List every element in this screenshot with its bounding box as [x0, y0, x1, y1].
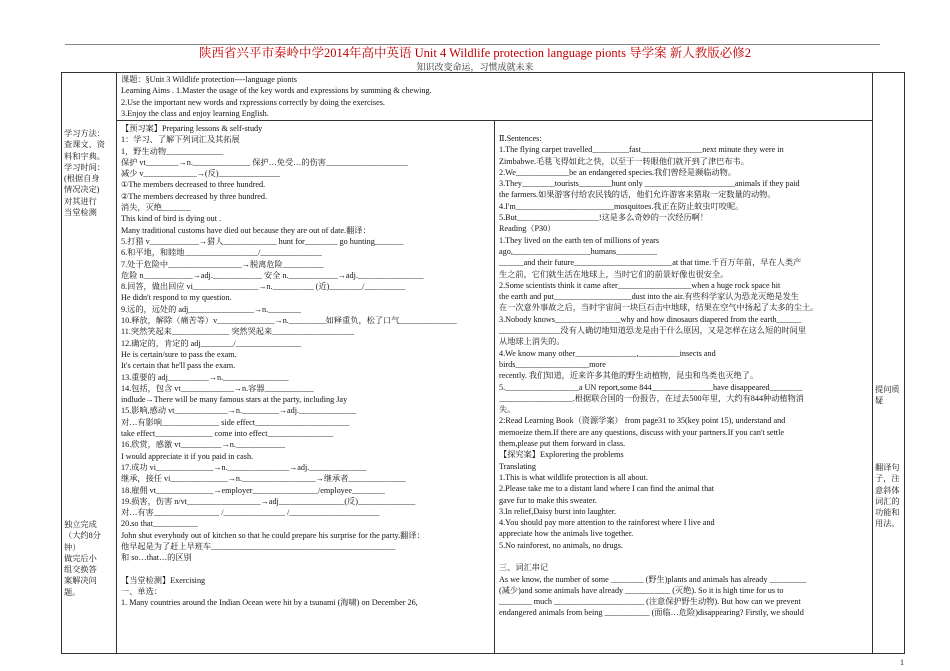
note-line: 对其进行 [64, 196, 97, 206]
text-line: Translating [499, 461, 536, 471]
text-line: 2.Please take me to a distant land where I can find the animal that [499, 484, 715, 494]
text-line: 15.影响,感动 vt_____________→n._________→adj.______________ [121, 406, 357, 416]
question-note: 提问质疑 [875, 385, 900, 406]
text-line: 【当堂检测】Exercising [121, 575, 206, 585]
text-line: 从地球上消失的。 [499, 337, 565, 347]
text-line: 2:Read Learning Book（资源学案） from page31 to 35(key point 15), understand and [499, 416, 786, 426]
text-line: ①The members decreased to three hundred. [121, 180, 266, 190]
text-line: 一、单选： [121, 587, 162, 597]
center-divider [494, 120, 495, 654]
text-line: gave fur to make this sweater. [499, 495, 597, 505]
page-title: 陕西省兴平市秦岭中学2014年高中英语 Unit 4 Wildlife protection language pionts 导学案 新人教版必修2 [198, 46, 751, 60]
text-line: appreciate how the animals live together. [499, 529, 634, 539]
text-line: He didn't respond to my question. [121, 293, 232, 303]
note-line: 查课文、资 [64, 140, 105, 150]
text-line: 1.They lived on the earth ten of millions of years [499, 235, 660, 245]
text-line: 14.包括，包含 vt_____________→n.容器____________ [121, 383, 314, 393]
text-line: the earth and put___________________dust into the air.有些科学家认为恐龙灭绝是发生 [499, 292, 799, 302]
text-line: 20.so that___________ [121, 519, 198, 529]
text-line: 3.They________tourists________hunt only ______________________animals if they paid [499, 179, 800, 189]
text-line: 2.We_____________be an endangered species.我们曾经是濒临动物。 [499, 167, 736, 177]
text-line: As we know, the number of some ________ (野生)plants and animals has already _________ [499, 574, 807, 584]
text-line: 12.确定的，肯定的 adj________/________________ [121, 338, 302, 348]
text-line: memoeize them.If there are any questions, discuss with your partners.If you can't settle [499, 427, 784, 437]
text-line: John shut everybody out of kitchen so that he could prepare his surprise for the party.翻译： [121, 530, 425, 540]
text-line: birds__________________more [499, 359, 606, 369]
text-line: 1.This is what wildlife protection is all about. [499, 472, 648, 482]
text-line: 对…有影响______________ side effect_______________________ [121, 417, 350, 427]
independent-work-notes [64, 519, 114, 598]
note-line: 情况决定) [64, 185, 100, 195]
text-line: It's certain that he'll pass the exam. [121, 361, 236, 371]
text-line: 【预习案】Preparing lessons & self-study [121, 124, 263, 133]
text-line: _______________没有人确切地知道恐龙是由于什么原因，又是怎样在这么短的时间里 [499, 326, 807, 336]
text-line: 继承，接任 vi______________→n.__________________→继承者______________ [121, 474, 406, 484]
text-line: indlude→There will be many famous stars at the party, including Jay [121, 395, 348, 405]
text-line: 减少 v_____________→(反)_______________ [121, 169, 280, 179]
text-line: He is certain/sure to pass the exam. [121, 349, 237, 359]
text-line: 他早起是为了赶上早班车_____________________________________________ [121, 541, 396, 551]
topic-line: 3.Enjoy the class and enjoy learning English. [121, 108, 269, 118]
text-line: Zimbabwe.毛毯飞得如此之快，以至于一转眼他们就开到了津巴布韦。 [499, 156, 749, 166]
text-line: 5.__________________a UN report,some 844_______________have disappeared________ [499, 382, 803, 392]
text-line: 【探究案】Explorering the problems [499, 450, 624, 460]
note-line: 料和字典。 [64, 151, 105, 161]
text-line: 13.重要的 adj__________→n.________________ [121, 372, 289, 382]
text-line: 1.The flying carpet travelled_________fast_______________next minute they were in [499, 145, 784, 155]
text-line: 5.But____________________!这是多么奇妙的一次经历啊！ [499, 213, 709, 223]
text-line: 三、词汇串记 [499, 563, 549, 573]
text-line: 3.Nobody knows________________why and how dinosaurs diapered from the earth______ [499, 314, 802, 324]
text-line: 3.In relief,Daisy burst into laughter. [499, 506, 617, 516]
text-line: __________________.根据联合国的一份报告，在过去500年里，大约有844种动植物消 [499, 393, 804, 403]
text-line: 危险 n____________→adj.____________ 安全 n.____________→adj.________________ [121, 270, 424, 280]
page-number: 1 [900, 658, 904, 667]
text-line: take effect______________ come into effect________________ [121, 429, 334, 439]
text-line: 11.突然笑起来______________ 突然哭起来____________________ [121, 327, 355, 337]
note-line: 题。 [64, 587, 81, 597]
text-line: 4.You should pay more attention to the rainforest where I live and [499, 518, 715, 528]
text-line: 17.成功 vi______________→n._______________→adj.______________ [121, 462, 367, 472]
text-line: 7.处于危险中__________________→脱离危险__________ [121, 259, 324, 269]
text-line: 消失，灭绝_______ [121, 203, 191, 213]
text-line: them,please put them forward in class. [499, 439, 626, 449]
text-line: 在一次意外事故之后，当时宇宙间一块巨石击中地球，结果在空气中扬起了太多的尘土。 [499, 303, 819, 313]
text-line: 4.I'm________________________mosquitoes.我正在防止蚊虫叮咬呢。 [499, 201, 744, 211]
text-line: ________ much ______________________ (注意保护野生动物). But how can we prevent [499, 597, 801, 607]
text-line: 对…有害________________ /_______________ /______________________ [121, 508, 380, 518]
text-line: 1. Many countries around the Indian Ocean were hit by a tsunami (海啸) on December 26, [121, 598, 418, 608]
topic-line: Learning Aims . 1.Master the usage of the key words and expressions by summing & chewing. [121, 86, 432, 96]
text-line: ago,___________________humans__________ [499, 246, 658, 256]
text-line: 1：学习、了解下列词汇及其拓展 [121, 135, 240, 145]
text-line: Ⅱ.Sentences: [499, 134, 542, 143]
sentences-panel [499, 133, 869, 619]
text-line: 2.Some scientists think it came after__________________when a huge rock space hit [499, 280, 781, 290]
text-line: 生之前，它们就生活在地球上，当时它们的前景好像也很安全。 [499, 269, 729, 279]
text-line: 18.雇佣 vt______________→employer________________/employee________ [121, 485, 385, 495]
note-line: 学习时间： [64, 162, 105, 172]
note-line: （大约8分 [64, 531, 101, 541]
topic-line: 2.Use the important new words and rxpressions correctly by doing the exercises. [121, 97, 385, 107]
text-line: 5.打猎 v____________→猎人_____________ hunt for________ go hunting_______ [121, 236, 404, 246]
text-line: 1，野生动物______________ [121, 146, 224, 156]
text-line: (减少)and some animals have already ___________ (灭绝). So it is high time for us to [499, 585, 784, 595]
study-method-notes [64, 128, 114, 218]
text-line: 6.和平地，和睦地__________________/_______________ [121, 248, 322, 258]
note-line: 做完后小 [64, 553, 97, 563]
header-rule [65, 44, 880, 45]
text-line: 4.We know many other_______________,__________insects and [499, 348, 716, 358]
note-line: 组交换答 [64, 565, 97, 575]
text-line [499, 551, 869, 562]
text-line: 保护 vt________→n.______________ 保护…免受…的伤害____________________ [121, 157, 408, 167]
text-line: 10.释放，解除（痛苦等）v______________→n._________如释重负，松了口气______________ [121, 316, 457, 326]
text-line: Reading（P30） [499, 224, 556, 234]
topic-line: 课题：§Unit 3 Wildlife protection----language pionts [121, 75, 297, 84]
translation-note: 翻译句子，注意斜体词汇的功能和用法。 [875, 463, 900, 529]
note-line: 钟） [64, 542, 81, 552]
note-line: 独立完成 [64, 520, 97, 529]
text-line: 16.欣赏，感激 vt__________→n.____________ [121, 440, 285, 450]
text-line [121, 564, 491, 575]
text-line: This kind of bird is dying out . [121, 214, 222, 224]
text-line: recently. 我们知道，近来许多其他的野生动植物，昆虫和鸟类也灭绝了。 [499, 371, 759, 381]
text-line: 19.损害，伤害 n/vt__________________→adj________________(反)______________ [121, 496, 416, 506]
text-line: I would appreciate it if you paid in cash. [121, 451, 254, 461]
text-line: 和 so…that…的区别 [121, 553, 192, 563]
vocabulary-panel [121, 123, 491, 609]
note-line: 当堂检测 [64, 208, 97, 218]
note-line: (根据自身 [64, 174, 100, 184]
topic-block [121, 74, 869, 119]
text-line: endangered animals from being ___________ (面临…危险)disappearing? Firstly, we should [499, 608, 804, 618]
right-notes-column [872, 72, 905, 654]
note-line: 学习方法： [64, 129, 105, 138]
text-line: ______and their future________________________at that time.千百万年前，早在人类产 [499, 258, 802, 268]
text-line: the farmers.如果游客付给农民钱的话，他们允许游客来猎取一定数量的动物。 [499, 190, 776, 200]
text-line: 5.No rainforest, no animals, no drugs. [499, 540, 623, 550]
text-line: 失。 [499, 405, 516, 415]
text-line: Many traditional customs have died out because they are out of date.翻译： [121, 225, 371, 235]
text-line: 8.回答，做出回应 vi________________→n.__________ (近)________/__________ [121, 282, 406, 292]
text-line: ②The members decreased by three hundred. [121, 191, 268, 201]
note-line: 案解决问 [64, 576, 97, 586]
text-line: 9.远的，远处的 adj________________→n.________ [121, 304, 301, 314]
page-motto: 知识改变命运，习惯成就未来 [416, 62, 534, 72]
